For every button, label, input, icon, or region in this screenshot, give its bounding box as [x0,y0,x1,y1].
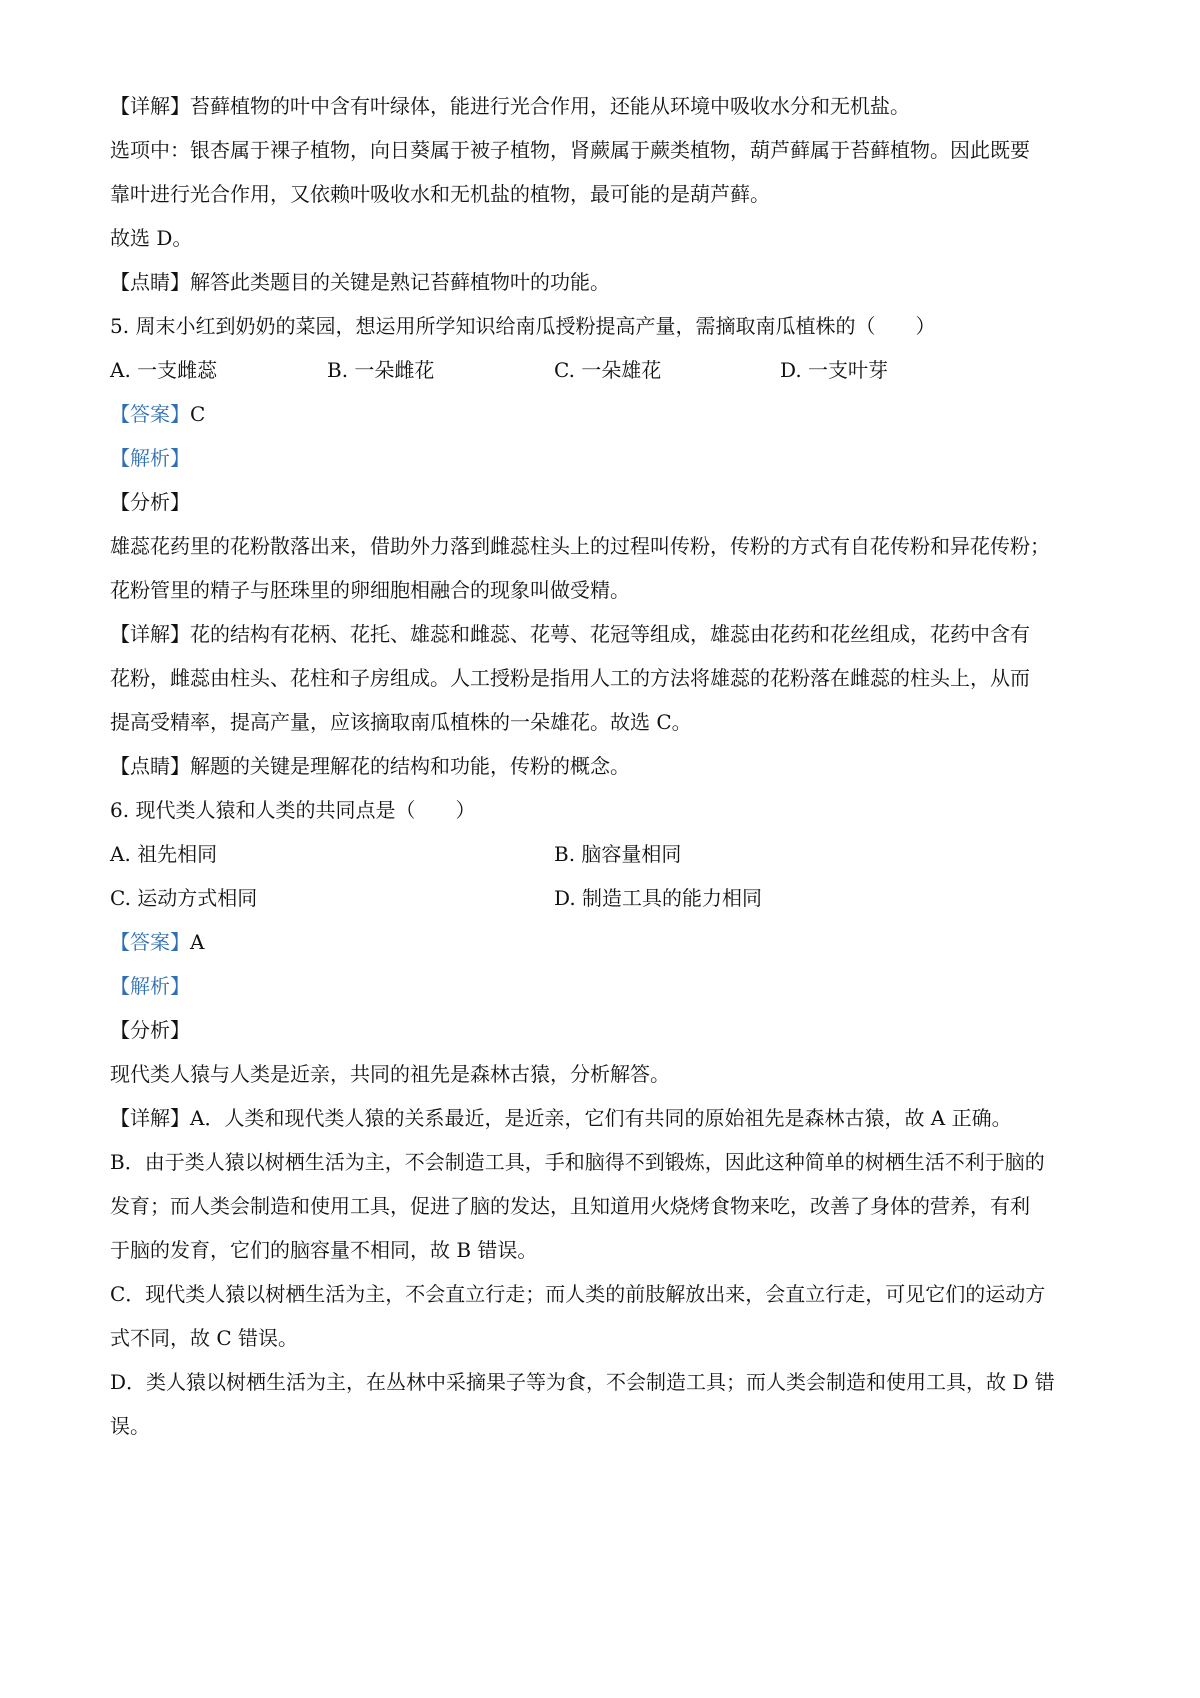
paragraph: D．类人猿以树栖生活为主，在丛林中采摘果子等为食，不会制造工具；而人类会制造和使用工具，故 D 错 [110,1370,1055,1394]
option-d: D. 制造工具的能力相同 [554,886,763,910]
analysis-label: 【解析】 [110,974,190,998]
answer-label: 【答案】 [110,930,190,954]
answer-value: A [190,930,205,954]
option-c: C. 一朵雄花 [554,358,662,382]
paragraph: 花粉管里的精子与胚珠里的卵细胞相融合的现象叫做受精。 [110,578,630,602]
option-d: D. 一支叶芽 [780,358,889,382]
option-b: B. 脑容量相同 [554,842,682,866]
question-6: 6. 现代类人猿和人类的共同点是（ ） [110,798,476,822]
option-c: C. 运动方式相同 [110,886,258,910]
question-5: 5. 周末小红到奶奶的菜园，想运用所学知识给南瓜授粉提高产量，需摘取南瓜植株的（ ） [110,314,936,338]
paragraph: 【详解】苔藓植物的叶中含有叶绿体，能进行光合作用，还能从环境中吸收水分和无机盐。 [110,94,910,118]
paragraph: 于脑的发育，它们的脑容量不相同，故 B 错误。 [110,1238,538,1262]
analysis-label: 【解析】 [110,446,190,470]
paragraph: 误。 [110,1414,150,1438]
paragraph: B．由于类人猿以树栖生活为主，不会制造工具，手和脑得不到锻炼，因此这种简单的树栖生活不利于脑的 [110,1150,1045,1174]
paragraph: 提高受精率，提高产量，应该摘取南瓜植株的一朵雄花。故选 C。 [110,710,692,734]
paragraph: 花粉，雌蕊由柱头、花柱和子房组成。人工授粉是指用人工的方法将雄蕊的花粉落在雌蕊的柱头上，从而 [110,666,1030,690]
option-a: A. 一支雌蕊 [110,358,218,382]
option-a: A. 祖先相同 [110,842,218,866]
paragraph: 故选 D。 [110,226,193,250]
answer-value: C [190,402,206,426]
option-b: B. 一朵雌花 [327,358,435,382]
paragraph: 【点睛】解题的关键是理解花的结构和功能，传粉的概念。 [110,754,630,778]
paragraph: 发育；而人类会制造和使用工具，促进了脑的发达，且知道用火烧烤食物来吃，改善了身体的营养，有利 [110,1194,1030,1218]
paragraph: 现代类人猿与人类是近亲，共同的祖先是森林古猿，分析解答。 [110,1062,670,1086]
fenxi-heading: 【分析】 [110,1018,190,1042]
paragraph: 式不同，故 C 错误。 [110,1326,299,1350]
paragraph: 靠叶进行光合作用，又依赖叶吸收水和无机盐的植物，最可能的是葫芦藓。 [110,182,770,206]
paragraph: 选项中：银杏属于裸子植物，向日葵属于被子植物，肾蕨属于蕨类植物，葫芦藓属于苔藓植物。因此既要 [110,138,1030,162]
paragraph: 【详解】A．人类和现代类人猿的关系最近，是近亲，它们有共同的原始祖先是森林古猿，故 A 正确。 [110,1106,1012,1130]
answer-label: 【答案】 [110,402,190,426]
answer-line [110,400,1100,428]
answer-line [110,928,1100,956]
paragraph: 【详解】花的结构有花柄、花托、雄蕊和雌蕊、花萼、花冠等组成，雄蕊由花药和花丝组成，花药中含有 [110,622,1030,646]
fenxi-heading: 【分析】 [110,490,190,514]
paragraph: 【点睛】解答此类题目的关键是熟记苔藓植物叶的功能。 [110,270,610,294]
paragraph: 雄蕊花药里的花粉散落出来，借助外力落到雌蕊柱头上的过程叫传粉，传粉的方式有自花传粉和异花传粉； [110,534,1050,558]
paragraph: C．现代类人猿以树栖生活为主，不会直立行走；而人类的前肢解放出来，会直立行走，可见它们的运动方 [110,1282,1046,1306]
